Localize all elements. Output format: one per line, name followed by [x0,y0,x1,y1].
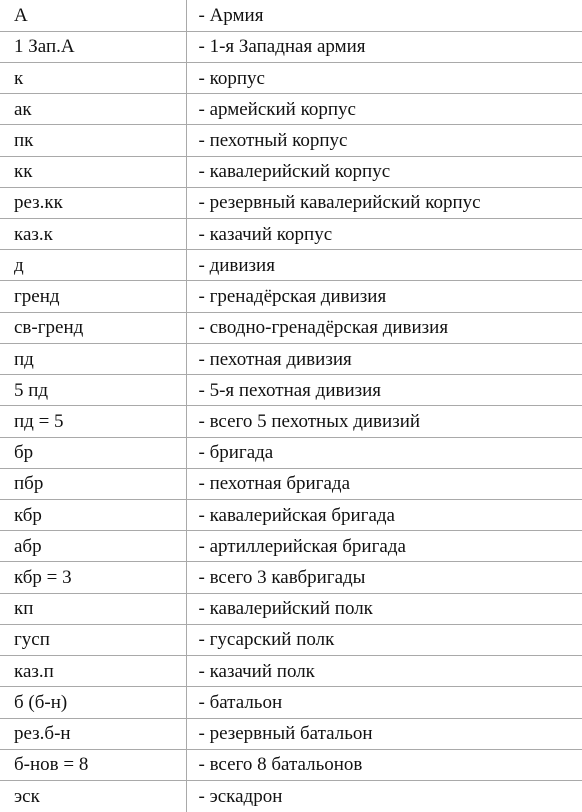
table-row [0,219,582,250]
table-row [0,500,582,531]
meaning-cell: - батальон [186,687,582,718]
table-row [0,593,582,624]
meaning-cell: - резервный кавалерийский корпус [186,187,582,218]
abbreviation-cell: пд = 5 [0,406,186,437]
abbreviation-cell: пк [0,125,186,156]
table-row [0,656,582,687]
table-row [0,94,582,125]
meaning-cell: - казачий полк [186,656,582,687]
abbreviation-cell: 1 Зап.А [0,31,186,62]
abbreviation-cell: эск [0,780,186,812]
abbreviation-cell: пбр [0,468,186,499]
abbreviation-cell: А [14,4,28,26]
meaning-cell: - 1-я Западная армия [186,31,582,62]
meaning-cell: - Армия [186,0,582,31]
abbreviation-cell: к [0,62,186,93]
meaning-cell: - дивизия [186,250,582,281]
table-row [0,562,582,593]
table-row [0,718,582,749]
abbreviation-cell: ак [0,94,186,125]
abbreviation-cell: 5 пд [0,375,186,406]
abbreviation-cell: кк [0,156,186,187]
table-row [0,437,582,468]
abbreviation-cell: кбр [0,500,186,531]
abbreviation-cell: кп [0,593,186,624]
table-row [0,343,582,374]
table-row [0,187,582,218]
abbreviation-cell: св-гренд [0,312,186,343]
meaning-cell: - артиллерийская бригада [186,531,582,562]
meaning-cell: - пехотная бригада [186,468,582,499]
abbreviation-cell: каз.п [0,656,186,687]
abbreviation-cell: пд [0,343,186,374]
meaning-cell: - кавалерийская бригада [186,500,582,531]
abbreviation-cell: рез.б-н [0,718,186,749]
meaning-cell: - всего 8 батальонов [186,749,582,780]
table-row [0,531,582,562]
meaning-cell: - эскадрон [186,780,582,812]
table-row [0,780,582,812]
meaning-cell: - корпус [186,62,582,93]
table-row [0,0,582,31]
table-row [0,250,582,281]
table-row [0,125,582,156]
meaning-cell: - 5-я пехотная дивизия [186,375,582,406]
table-row [0,406,582,437]
table-row [0,281,582,312]
abbreviation-cell: б (б-н) [0,687,186,718]
meaning-cell: - пехотная дивизия [186,343,582,374]
table-row [0,375,582,406]
meaning-cell: - бригада [186,437,582,468]
abbreviation-cell: кбр = 3 [0,562,186,593]
abbreviation-cell: гусп [0,624,186,655]
table-row [0,156,582,187]
meaning-cell: - армейский корпус [186,94,582,125]
meaning-cell: - гусарский полк [186,624,582,655]
abbreviation-cell: бр [0,437,186,468]
meaning-cell: - пехотный корпус [186,125,582,156]
table-row [0,749,582,780]
meaning-cell: - сводно-гренадёрская дивизия [186,312,582,343]
meaning-cell: - казачий корпус [186,219,582,250]
abbreviation-cell: д [0,250,186,281]
abbreviation-cell: каз.к [0,219,186,250]
meaning-cell: - резервный батальон [186,718,582,749]
table-row [0,62,582,93]
table-row [0,31,582,62]
table-row [0,624,582,655]
table-row [0,312,582,343]
meaning-cell: - всего 5 пехотных дивизий [186,406,582,437]
abbreviation-cell: б-нов = 8 [0,749,186,780]
meaning-cell: - всего 3 кавбригады [186,562,582,593]
abbreviation-cell: гренд [0,281,186,312]
meaning-cell: - гренадёрская дивизия [186,281,582,312]
table-row [0,468,582,499]
table-row [0,687,582,718]
abbreviation-cell: рез.кк [0,187,186,218]
abbreviation-cell: абр [0,531,186,562]
meaning-cell: - кавалерийский корпус [186,156,582,187]
meaning-cell: - кавалерийский полк [186,593,582,624]
